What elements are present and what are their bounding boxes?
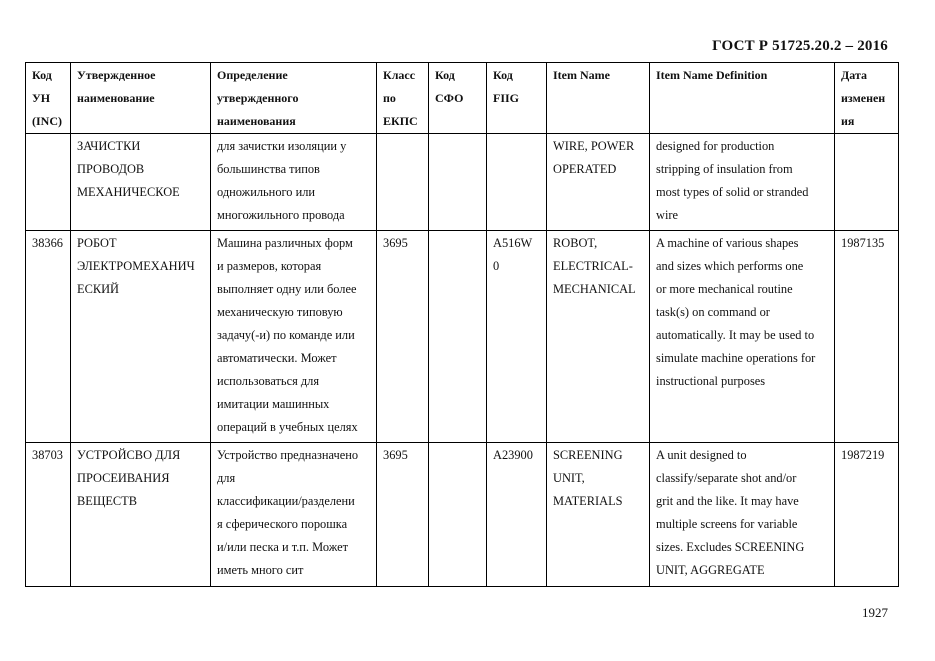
cell-line: утвержденного: [217, 91, 299, 105]
cell-item-name: [547, 443, 650, 587]
cell-line: Дата: [841, 68, 867, 82]
cell-line: or more mechanical routine: [656, 282, 793, 296]
table-row: [26, 231, 899, 443]
cell-item-name-definition: [650, 231, 835, 443]
cell-line: для зачистки изоляции у: [217, 139, 347, 153]
cell-line: 1987219: [841, 448, 885, 462]
cell-line: 0: [493, 259, 500, 273]
cell-line: ВЕЩЕСТВ: [77, 494, 137, 508]
page-number: 1927: [862, 605, 888, 620]
cell-line: Код: [493, 68, 513, 82]
header-inc: [26, 63, 71, 134]
cell-line: grit and the like. It may have: [656, 494, 799, 508]
cell-line: UNIT,: [553, 471, 585, 485]
document-standard-header: ГОСТ Р 51725.20.2 – 2016: [712, 38, 888, 54]
cell-ekps-class: [377, 231, 429, 443]
cell-line: многожильного провода: [217, 208, 345, 222]
cell-line: наименования: [217, 114, 296, 128]
cell-line: A unit designed to: [656, 448, 747, 462]
cell-line: 3695: [383, 448, 408, 462]
cell-change-date: [835, 443, 899, 587]
cell-line: ПРОВОДОВ: [77, 162, 145, 176]
header-sfo-code: [429, 63, 487, 134]
cell-definition: [211, 231, 377, 443]
cell-line: simulate machine operations for: [656, 351, 816, 365]
cell-line: A23900: [493, 448, 533, 462]
cell-line: Код: [435, 68, 455, 82]
cell-line: SCREENING: [553, 448, 623, 462]
cell-approved-name: [71, 231, 211, 443]
cell-line: FIIG: [493, 91, 520, 105]
cell-line: MECHANICAL: [553, 282, 636, 296]
cell-line: МЕХАНИЧЕСКОЕ: [77, 185, 180, 199]
cell-line: ЕСКИЙ: [77, 282, 119, 296]
header-ekps-class: [377, 63, 429, 134]
cell-line: 38366: [32, 236, 63, 250]
cell-approved-name: [71, 134, 211, 231]
header-item-name: [547, 63, 650, 134]
cell-line: УСТРОЙСВО ДЛЯ: [77, 448, 181, 462]
cell-line: OPERATED: [553, 162, 617, 176]
cell-line: операций в учебных целях: [217, 420, 358, 434]
cell-line: ПРОСЕИВАНИЯ: [77, 471, 170, 485]
cell-line: ЕКПС: [383, 114, 418, 128]
cell-line: ROBOT,: [553, 236, 598, 250]
cell-line: (INC): [32, 114, 62, 128]
cell-line: A machine of various shapes: [656, 236, 799, 250]
cell-line: sizes. Excludes SCREENING: [656, 540, 805, 554]
cell-line: изменен: [841, 91, 886, 105]
cell-line: ELECTRICAL-: [553, 259, 633, 273]
cell-line: ЭЛЕКТРОМЕХАНИЧ: [77, 259, 195, 273]
cell-line: wire: [656, 208, 679, 222]
cell-sfo-code: [429, 134, 487, 231]
cell-line: использоваться для: [217, 374, 320, 388]
cell-line: Устройство предназначено: [217, 448, 359, 462]
cell-item-name-definition: [650, 443, 835, 587]
cell-inc: [26, 443, 71, 587]
cell-line: Класс: [383, 68, 416, 82]
cell-change-date: [835, 134, 899, 231]
cell-line: designed for production: [656, 139, 775, 153]
cell-line: classify/separate shot and/or: [656, 471, 797, 485]
cell-line: and sizes which performs one: [656, 259, 804, 273]
cell-line: Машина различных форм: [217, 236, 353, 250]
cell-line: ия: [841, 114, 855, 128]
cell-line: иметь много сит: [217, 563, 304, 577]
cell-line: stripping of insulation from: [656, 162, 793, 176]
cell-line: для: [217, 471, 236, 485]
cell-line: 3695: [383, 236, 408, 250]
cell-line: WIRE, POWER: [553, 139, 635, 153]
cell-line: одножильного или: [217, 185, 316, 199]
header-approved-name: [71, 63, 211, 134]
cell-inc: [26, 231, 71, 443]
cell-line: Item Name Definition: [656, 68, 768, 82]
cell-line: 1987135: [841, 236, 885, 250]
cell-line: task(s) on command or: [656, 305, 770, 319]
cell-line: по: [383, 91, 396, 105]
cell-line: УН: [32, 91, 51, 105]
cell-item-name-definition: [650, 134, 835, 231]
table-row: [26, 443, 899, 587]
header-definition: [211, 63, 377, 134]
cell-fiig-code: [487, 134, 547, 231]
cell-line: Определение: [217, 68, 288, 82]
cell-fiig-code: [487, 231, 547, 443]
cell-line: имитации машинных: [217, 397, 330, 411]
cell-sfo-code: [429, 231, 487, 443]
cell-fiig-code: [487, 443, 547, 587]
cell-line: Item Name: [553, 68, 610, 82]
cell-line: и/или песка и т.п. Может: [217, 540, 349, 554]
cell-line: наименование: [77, 91, 155, 105]
header-item-name-definition: [650, 63, 835, 134]
cell-ekps-class: [377, 443, 429, 587]
table-header-row: [26, 63, 899, 134]
cell-line: Код: [32, 68, 52, 82]
cell-line: выполняет одну или более: [217, 282, 357, 296]
cell-line: Утвержденное: [77, 68, 156, 82]
header-fiig-code: [487, 63, 547, 134]
cell-line: automatically. It may be used to: [656, 328, 815, 342]
cell-approved-name: [71, 443, 211, 587]
cell-change-date: [835, 231, 899, 443]
cell-line: ЗАЧИСТКИ: [77, 139, 141, 153]
nomenclature-table: [25, 62, 899, 587]
cell-line: most types of solid or stranded: [656, 185, 809, 199]
cell-line: СФО: [435, 91, 464, 105]
cell-line: и размеров, которая: [217, 259, 322, 273]
cell-line: РОБОТ: [77, 236, 117, 250]
cell-inc: [26, 134, 71, 231]
cell-line: я сферического порошка: [217, 517, 348, 531]
cell-line: MATERIALS: [553, 494, 623, 508]
cell-line: instructional purposes: [656, 374, 766, 388]
cell-line: UNIT, AGGREGATE: [656, 563, 765, 577]
cell-line: задачу(-и) по команде или: [217, 328, 355, 342]
cell-item-name: [547, 134, 650, 231]
cell-definition: [211, 134, 377, 231]
cell-line: большинства типов: [217, 162, 320, 176]
cell-line: A516W: [493, 236, 533, 250]
cell-sfo-code: [429, 443, 487, 587]
cell-item-name: [547, 231, 650, 443]
cell-line: механическую типовую: [217, 305, 343, 319]
table-row: [26, 134, 899, 231]
cell-line: классификации/разделени: [217, 494, 355, 508]
header-change-date: [835, 63, 899, 134]
cell-definition: [211, 443, 377, 587]
cell-ekps-class: [377, 134, 429, 231]
cell-line: 38703: [32, 448, 63, 462]
cell-line: multiple screens for variable: [656, 517, 798, 531]
cell-line: автоматически. Может: [217, 351, 337, 365]
